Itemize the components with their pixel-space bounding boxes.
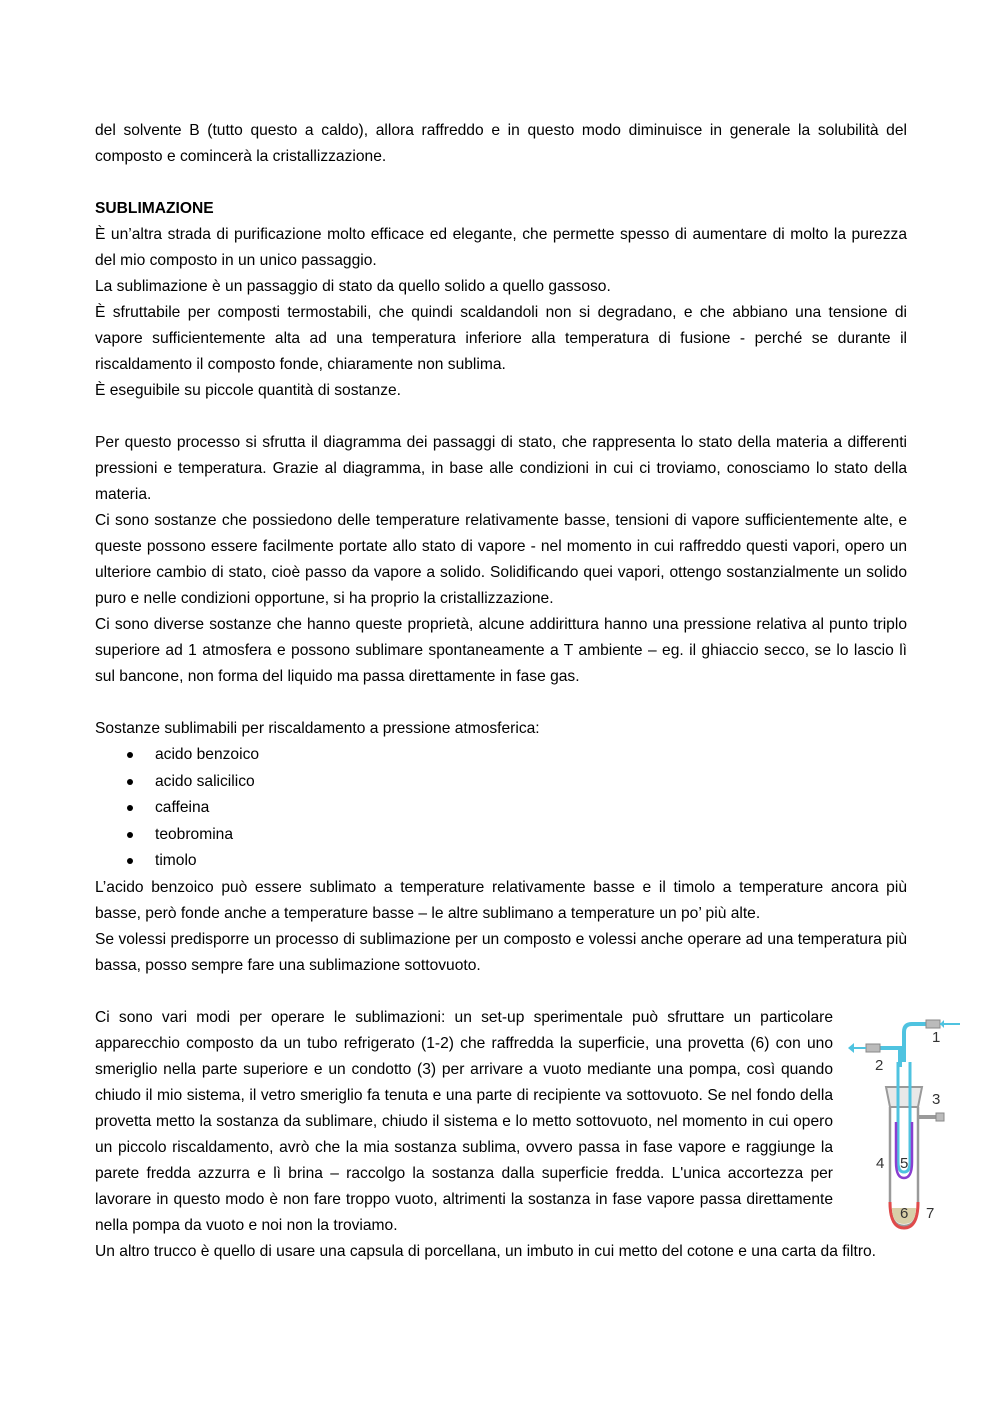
coolant-inlet [904,1024,928,1062]
outlet-arrowhead [848,1043,854,1053]
paragraph: Se volessi predisporre un processo di sublimazione per un composto e volessi anche operare ad una temperatura più bassa, posso sempre fare una sublimazione sottovuoto. [95,930,907,974]
sublimable-substances-list [95,742,907,875]
paragraph: Per questo processo si sfrutta il diagramma dei passaggi di stato, che rappresenta lo stato della materia a differenti pressioni e temperatura. Grazie al diagramma, in base alle condizioni in cui ci troviamo, conosciamo lo stato della materia. [95,434,907,503]
document-body [95,118,907,1265]
label-2: 2 [875,1057,884,1074]
label-7: 7 [926,1205,935,1222]
list-item: acido benzoico [95,742,907,769]
label-5: 5 [900,1155,909,1172]
list-item: teobromina [95,822,907,849]
paragraph: Ci sono vari modi per operare le sublimazioni: un set-up sperimentale può sfruttare un particolare apparecchio composto da un tubo refrigerato (1-2) che raffredda la superficie, una provetta (6) con uno smeriglio nella parte superiore e un condotto (3) per arrivare a vuoto mediante una pompa, così quando chiudo il mio sistema, il vetro smeriglio fa tenuta e una parte di recipiente va sottovuoto. Se nel fondo della provetta metto la sostanza da sublimare, chiudo il sistema e lo metto sottovuoto, nel momento in cui opero un piccolo riscaldamento, avrò che la mia sostanza sublima, ovvero passa in fase vapore e raggiunge la parete fredda azzurra e lì brina – raccolgo la sostanza dalla superficie fredda. L'unica accortezza per lavorare in questo modo è non fare troppo vuoto, altrimenti la sostanza in fase vapore passa direttamente nella pompa da vuoto e noi non la troviamo. [95,1008,833,1234]
paragraph: Un altro trucco è quello di usare una capsula di porcellana, un imbuto in cui metto del cotone e una carta da filtro. [95,1242,877,1260]
inlet-arrowhead [940,1020,944,1028]
paragraph: Ci sono sostanze che possiedono delle temperature relativamente basse, tensioni di vapore sufficientemente alte, e queste possono essere facilmente portate allo stato di vapore - nel momento in cui raffreddo questi vapori, opero un ulteriore cambio di stato, cioè passo da vapore a solido. Solidificando quei vapori, ottengo sostanzialmente un solido puro e nelle condizioni opportune, si ha proprio la cristallizzazione. [95,512,907,607]
paragraph: L’acido benzoico può essere sublimato a temperature relativamente basse e il timolo a temperature ancora più basse, però fonde anche a temperature basse – le altre sublimano a temperature un po’ più alte. [95,878,907,922]
list-item: timolo [95,848,907,875]
inlet-nozzle [926,1020,940,1028]
paragraph: del solvente B (tutto questo a caldo), allora raffreddo e in questo modo diminuisce in generale la solubilità del composto e comincerà la cristallizzazione. [95,122,907,165]
ground-glass-joint [886,1087,922,1107]
paragraph: La sublimazione è un passaggio di stato da quello solido a quello gassoso. [95,278,611,295]
paragraph: È un’altra strada di purificazione molto efficace ed elegante, che permette spesso di aumentare di molto la purezza del mio composto in un unico passaggio. [95,226,907,269]
sublimation-apparatus-diagram [848,1012,963,1237]
list-item: caffeina [95,795,907,822]
label-1: 1 [932,1029,941,1046]
label-3: 3 [932,1091,941,1108]
paragraph: Ci sono diverse sostanze che hanno queste proprietà, alcune addirittura hanno una pressione relativa al punto triplo superiore ad 1 atmosfera e possono sublimare spontaneamente a T ambiente – eg. il ghiaccio secco, se lo lascio lì sul bancone, non forma del liquido ma passa direttamente in fase gas. [95,616,907,685]
paragraph: Sostanze sublimabili per riscaldamento a pressione atmosferica: [95,720,540,737]
outlet-nozzle [866,1044,880,1052]
section-heading: SUBLIMAZIONE [95,200,214,217]
paragraph: È sfruttabile per composti termostabili, che quindi scaldandoli non si degradano, e che abbiano una tensione di vapore sufficientemente alta ad una temperatura inferiore alla temperatura di fusione - perché se durante il riscaldamento il composto fonde, chiaramente non sublima. [95,304,907,373]
vacuum-nozzle [936,1113,944,1121]
paragraph: È eseguibile su piccole quantità di sostanze. [95,382,402,399]
label-4: 4 [876,1155,885,1172]
sublimation-apparatus-figure [848,1012,963,1237]
list-item: acido salicilico [95,769,907,796]
label-6: 6 [900,1205,909,1222]
